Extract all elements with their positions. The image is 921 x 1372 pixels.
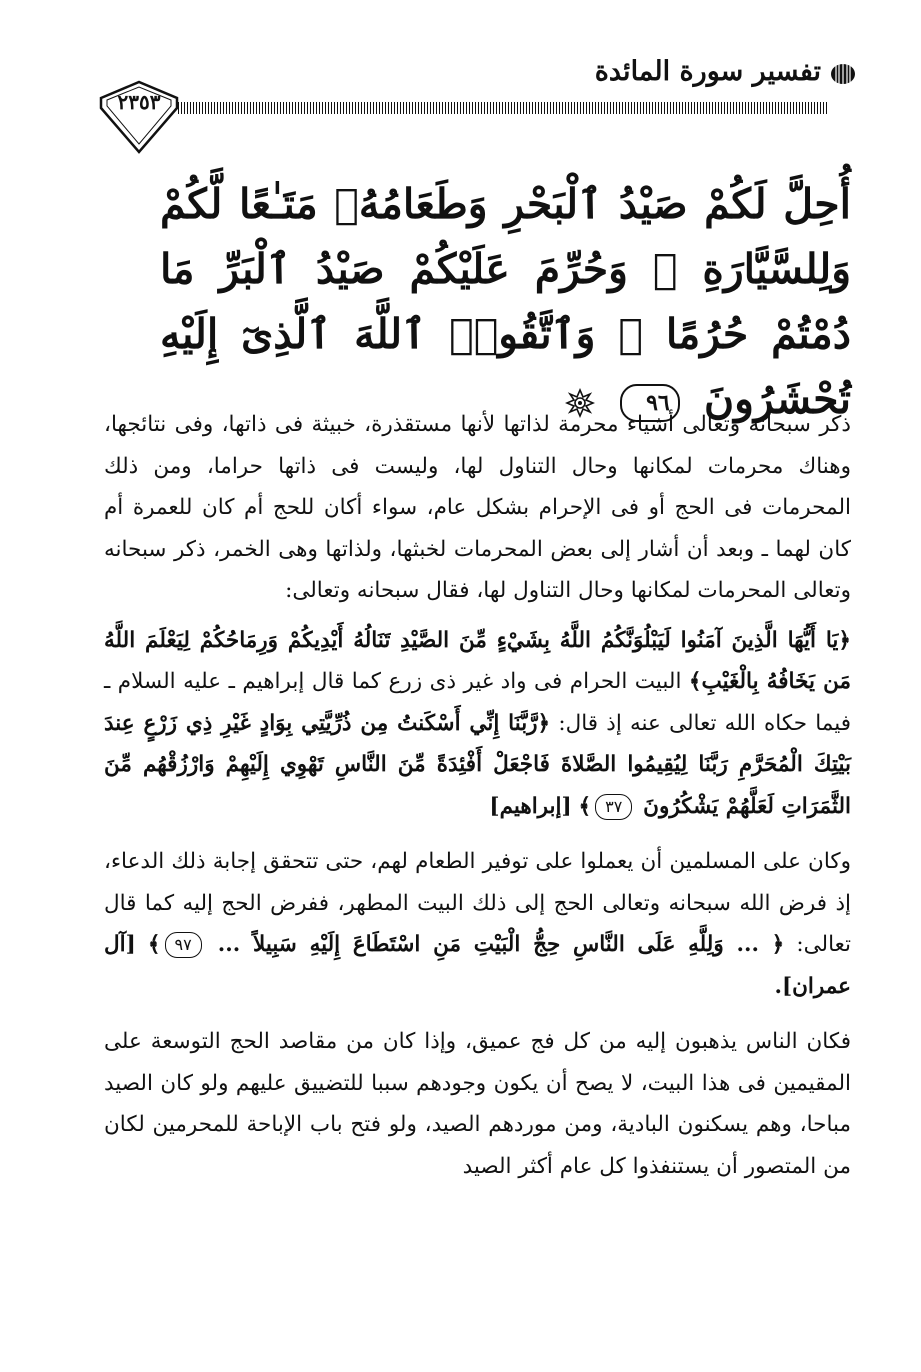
page-header [0, 0, 921, 160]
page-number: ٢٣٥٣ [117, 90, 161, 114]
paragraph-2-text: وكان على المسلمين أن يعملوا على توفير الطعام لهم، حتى تتحقق إجابة ذلك الدعاء، إذ فرض الله سبحانه وتعالى الحج إلى ذلك البيت المطهر، ففرض الحج إليه كما قال تعالى: [104, 849, 851, 957]
paragraph-3: فكان الناس يذهبون إليه من كل فج عميق، وإذا كان من مقاصد الحج التوسعة على المقيمين فى هذا البيت، لا يصح أن يكون وجودهم سببا للتضييق عليهم ولو كان الصيد مباحا، وهم يسكنون البادية، ومن موردهم الصيد، ولو فتح باب الإباحة للمحرمين لكان من المتصور أن يستنفذوا كل عام أكثر الصيد [104, 1029, 851, 1179]
commentary-text [104, 404, 851, 1187]
paragraph-1: ذكر سبحانه وتعالى أشياء محرمة لذاتها لأنها مستقذرة، خبيثة فى ذاتها، وفى نتائجها، وهناك محرمات لمكانها وحال التناول لها، وليست فى ذاتها حراما، ومن ذلك المحرمات فى الحج أو فى الإحرام بشكل عام، سواء أكان للحج أم كان للعمرة أم كان لهما ـ وبعد أن أشار إلى بعض المحرمات لخبثها، ولذاتها وهى الخمر، ذكر سبحانه وتعالى المحرمات لمكانها وحال التناول لها، فقال سبحانه وتعالى: [104, 412, 851, 603]
quote-source-3: [آل عمران]. [104, 932, 851, 999]
verse-number: ٩٦ [620, 384, 680, 422]
running-title: تفسير سورة المائدة [594, 56, 821, 87]
ornament-icon [830, 62, 856, 86]
quote-verse-2: ﴿رَّبَّنَا إِنِّي أَسْكَنتُ مِن ذُرِّيَّتِي بِوَادٍ غَيْرِ ذِي زَرْعٍ عِندَ بَيْتِكَ الْمُحَرَّمِ رَبَّنَا لِيُقِيمُوا الصَّلاةَ فَاجْعَلْ أَفْئِدَةً مِّنَ النَّاسِ تَهْوِي إِلَيْهِمْ وَارْزُقْهُم مِّنَ الثَّمَرَاتِ لَعَلَّهُمْ يَشْكُرُونَ [104, 710, 851, 819]
header-rule [178, 102, 829, 114]
verse-number-37: ٣٧ [595, 794, 632, 820]
quote-commentary: البيت الحرام فى واد غير ذى زرع كما قال إبراهيم ـ عليه السلام ـ فيما حكاه الله تعالى عنه إذ قال: [104, 669, 851, 736]
verse-last-word: تُحْشَرُونَ [704, 375, 851, 423]
quote-verse-1: ﴿يَا أَيُّهَا الَّذِينَ آمَنُوا لَيَبْلُوَنَّكُمُ اللَّهُ بِشَيْءٍ مِّنَ الصَّيْدِ تَنَالُهُ أَيْدِيكُمْ وَرِمَاحُكُمْ لِيَعْلَمَ اللَّهُ مَن يَخَافُهُ بِالْغَيْبِ﴾ [104, 627, 851, 694]
quote-close-3: ﴾ [147, 932, 161, 957]
quote-verse-3: ﴿ ... وَلِلَّهِ عَلَى النَّاسِ حِجُّ الْبَيْتِ مَنِ اسْتَطَاعَ إِلَيْهِ سَبِيلاً ... [217, 932, 785, 957]
quote-close-2: ﴾ [578, 793, 592, 819]
paragraph-quote [104, 620, 851, 828]
verse-number-97: ٩٧ [165, 932, 202, 958]
paragraph-2 [104, 841, 851, 1007]
quote-source-2: [إبراهيم] [489, 793, 572, 819]
verse-text: أُحِلَّ لَكُمْ صَيْدُ ٱلْبَحْرِ وَطَعَامُهُۥ مَتَـٰعًا لَّكُمْ وَلِلسَّيَّارَةِ ۖ وَحُرِّمَ عَلَيْكُمْ صَيْدُ ٱلْبَرِّ مَا دُمْتُمْ حُرُمًا ۗ وَٱتَّقُوا۟ ٱللَّهَ ٱلَّذِىٓ إِلَيْهِ [160, 180, 851, 358]
quranic-verse [160, 172, 851, 432]
